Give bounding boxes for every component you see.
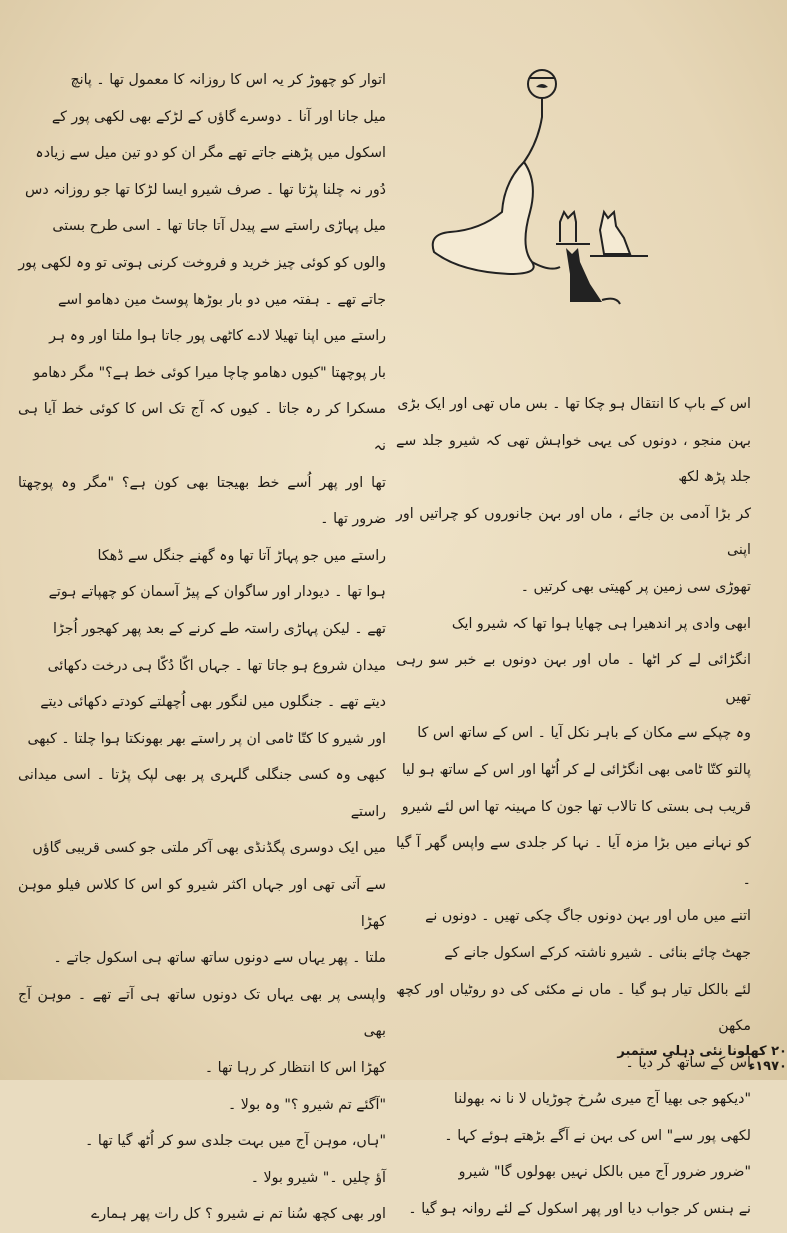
text-line: میں ایک دوسری پگڈنڈی بھی آکر ملتی جو کسی قریبی گاؤں xyxy=(32,840,386,857)
left-text-column xyxy=(18,62,386,1233)
text-line: لکھی پور سے" اس کی بہن نے آگے بڑھتے ہوئے کہا ۔ xyxy=(444,1127,751,1144)
text-line: "ہاں، موہن آج میں بہت جلدی سو کر اُٹھ گیا تھا ۔ xyxy=(85,1133,386,1150)
text-line: اتوار کو چھوڑ کر یہ اس کا روزانہ کا معمول تھا ۔ پانچ xyxy=(70,72,386,88)
text-line: تھے ۔ لیکن پہاڑی راستہ طے کرنے کے بعد پھر کھجور اُجڑا xyxy=(53,620,386,637)
text-line: اور شیرو کا کتّا ٹامی ان پر راستے بھر بھونکتا ہوا چلتا ۔ کبھی xyxy=(27,730,386,747)
text-line: میل پہاڑی راستے سے پیدل آتا جاتا تھا ۔ اسی طرح بستی xyxy=(52,218,386,235)
text-line: دُور نہ چلنا پڑتا تھا ۔ صرف شیرو ایسا لڑکا تھا جو روزانہ دس xyxy=(25,181,386,198)
text-line: وہ چپکے سے مکان کے باہر نکل آیا ۔ اس کے ساتھ اس کا xyxy=(417,725,751,742)
text-line: کبھی وہ کسی جنگلی گلہری پر بھی لپک پڑتا ۔ اسی میدانی راستے xyxy=(18,767,386,820)
text-line: میل جانا اور آنا ۔ دوسرے گاؤں کے لڑکے بھی لکھی پور کے xyxy=(51,108,386,125)
text-line: ابھی وادی پر اندھیرا ہی چھایا ہوا تھا کہ شیرو ایک xyxy=(451,615,751,632)
text-line: "ضرور ضرور آج میں بالکل نہیں بھولوں گا" شیرو xyxy=(458,1164,751,1181)
text-line: اس کے باپ کا انتقال ہو چکا تھا ۔ بس ماں تھی اور ایک بڑی xyxy=(397,396,751,412)
text-line: مسکرا کر رہ جاتا ۔ کیوں کہ آج تک اس کا کوئی خط آیا ہی نہ xyxy=(18,401,386,454)
right-text-column xyxy=(396,386,751,1228)
text-line: آؤ چلیں ۔" شیرو بولا ۔ xyxy=(250,1169,386,1186)
text-line: راستے میں جو پہاڑ آتا تھا وہ گھنے جنگل سے ڈھکا xyxy=(97,547,386,564)
text-line: ملتا ۔ پھر یہاں سے دونوں ساتھ ساتھ ہی اسکول جاتے ۔ xyxy=(53,950,386,967)
text-line: راستے میں اپنا تھیلا لادے کاٹھی پور جاتا ہوا ملتا اور وہ ہر xyxy=(49,328,386,345)
text-line: بار پوچھتا "کیوں دھامو چاچا میرا کوئی خط ہے؟" مگر دھامو xyxy=(33,364,386,381)
text-line: "آگئے تم شیرو ؟" وہ بولا ۔ xyxy=(227,1096,386,1113)
cats-illustration xyxy=(420,62,660,312)
text-line: جاتے تھے ۔ ہفتہ میں دو بار بوڑھا پوسٹ مین دھامو اسے xyxy=(57,291,386,308)
text-line: جھٹ چائے بنائی ۔ شیرو ناشتہ کرکے اسکول جانے کے xyxy=(444,944,751,961)
text-line: کر بڑا آدمی بن جائے ، ماں اور بہن جانوروں کو چراتیں اور اپنی xyxy=(396,505,751,559)
text-line: تھوڑی سی زمین پر کھیتی بھی کرتیں ۔ xyxy=(520,578,751,595)
text-line: اس کے ساتھ کر دیا ۔ xyxy=(625,1054,751,1071)
text-line: ہوا تھا ۔ دیودار اور ساگوان کے پیڑ آسمان کو چھپاتے ہوتے xyxy=(48,584,386,601)
text-line: واپسی پر بھی یہاں تک دونوں ساتھ ہی آتے تھے ۔ موہن آج بھی xyxy=(18,986,386,1040)
text-line: اتنے میں ماں اور بہن دونوں جاگ چکی تھیں ۔ دونوں نے xyxy=(425,908,751,925)
text-line: سے آتی تھی اور جہاں اکثر شیرو کو اس کا کلاس فیلو موہن کھڑا xyxy=(18,877,386,930)
text-line: بہن منجو ، دونوں کی یہی خواہش تھی کہ شیرو جلد سے جلد پڑھ لکھ xyxy=(396,432,751,486)
text-line: لئے بالکل تیار ہو گیا ۔ ماں نے مکئی کی دو روٹیاں اور کچھ مکھن xyxy=(396,981,751,1035)
page-footer: ۲۰ کھلونا نئی دہلی ستمبر ۱۹۷۰ء xyxy=(617,1044,787,1074)
text-line: اور بھی کچھ سُنا تم نے شیرو ؟ کل رات پھر ہمارے xyxy=(91,1206,386,1223)
text-line: والوں کو کوئی چیز خرید و فروخت کرنی ہوتی تو وہ لکھی پور xyxy=(18,254,386,271)
text-line: کو نہانے میں بڑا مزہ آیا ۔ نہا کر جلدی سے واپس گھر آ گیا ۔ xyxy=(396,835,751,888)
text-line: پالتو کتّا ٹامی بھی انگڑائی لے کر اُٹھا اور اس کے ساتھ ہو لیا xyxy=(401,761,751,778)
text-line: تھا اور پھر اُسے خط بھیجتا بھی کون ہے؟ "مگر وہ پوچھتا ضرور تھا ۔ xyxy=(18,474,386,528)
text-line: "دیکھو جی بھیا آج میری سُرخ چوڑیاں لا نا نہ بھولنا xyxy=(453,1091,751,1108)
text-line: اسکول میں پڑھنے جاتے تھے مگر ان کو دو تین میل سے زیادہ xyxy=(35,145,386,162)
text-line: میدان شروع ہو جاتا تھا ۔ جہاں اکّا دُکّا ہی درخت دکھائی xyxy=(47,657,386,674)
text-line: کھڑا اس کا انتظار کر رہا تھا ۔ xyxy=(204,1060,386,1077)
text-line: قریب ہی بستی کا تالاب تھا جون کا مہینہ تھا اس لئے شیرو xyxy=(401,798,751,815)
text-line: نے ہنس کر جواب دیا اور پھر اسکول کے لئے روانہ ہو گیا ۔ xyxy=(408,1201,751,1218)
text-line: انگڑائی لے کر اٹھا ۔ ماں اور بہن دونوں بے خبر سو رہی تھیں xyxy=(396,652,751,705)
text-line: دیتے تھے ۔ جنگلوں میں لنگور بھی اُچھلتے کودتے دکھائی دیتے xyxy=(40,694,386,711)
